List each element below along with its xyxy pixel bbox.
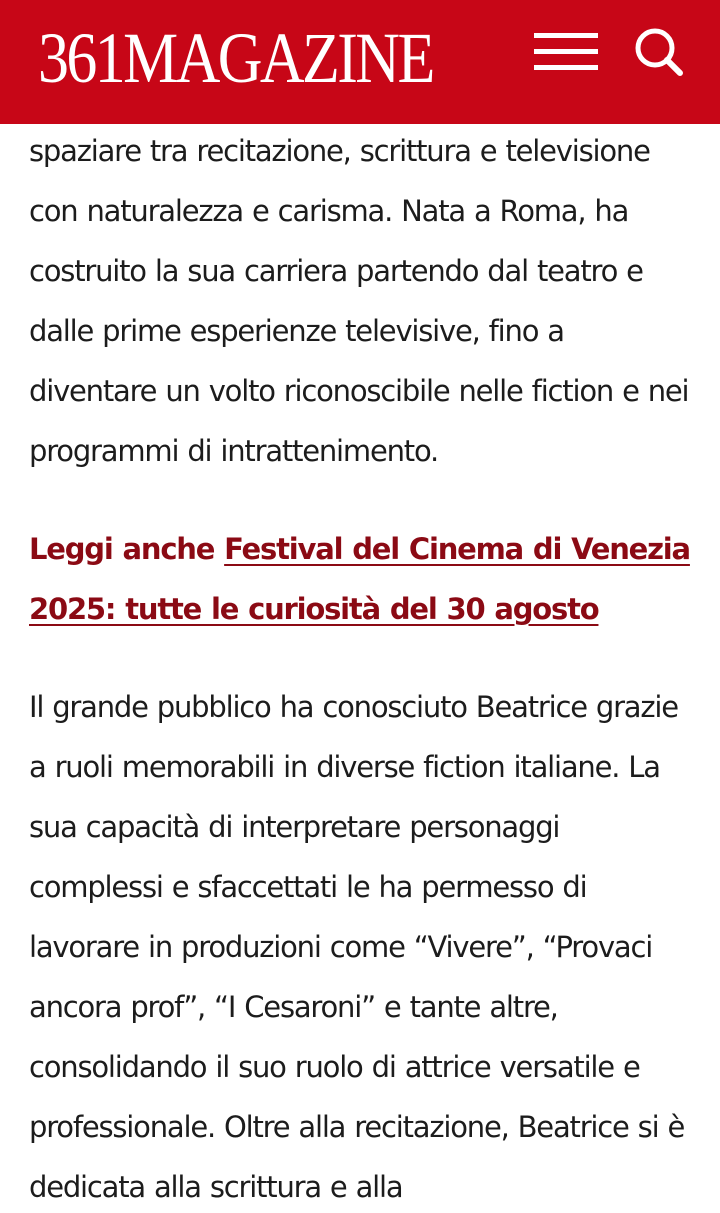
article-paragraph: spaziare tra recitazione, scrittura e televisione con naturalezza e carisma. Nata a Roma, ha costruito la sua carriera partendo dal teatro e dalle prime esperienze televisive, fino a diventare un volto riconoscibile nelle fiction e nei programmi di intrattenimento.: [29, 134, 689, 468]
related-prefix: Leggi anche: [29, 532, 225, 566]
related-article: [29, 519, 699, 639]
site-logo[interactable]: 361MAGAZINE: [38, 18, 433, 98]
search-icon[interactable]: [630, 24, 686, 80]
related-article-link[interactable]: Festival del Cinema di Venezia 2025: tutte le curiosità del 30 agosto: [29, 532, 690, 626]
menu-bar: [534, 33, 598, 38]
hamburger-menu-icon[interactable]: [528, 28, 600, 76]
article-body: [29, 121, 699, 1213]
menu-bar: [534, 49, 598, 54]
article-paragraph: Il grande pubblico ha conosciuto Beatrice grazie a ruoli memorabili in diverse fiction italiane. La sua capacità di interpretare personaggi complessi e sfaccettati le ha permesso di lavorare in produzioni come “Vivere”, “Provaci ancora prof”, “I Cesaroni” e tante altre, consolidando il suo ruolo di attrice versatile e professionale. Oltre alla recitazione, Beatrice si è dedicata alla scrittura e alla: [29, 690, 685, 1204]
site-header: [0, 0, 720, 124]
menu-bar: [534, 65, 598, 70]
